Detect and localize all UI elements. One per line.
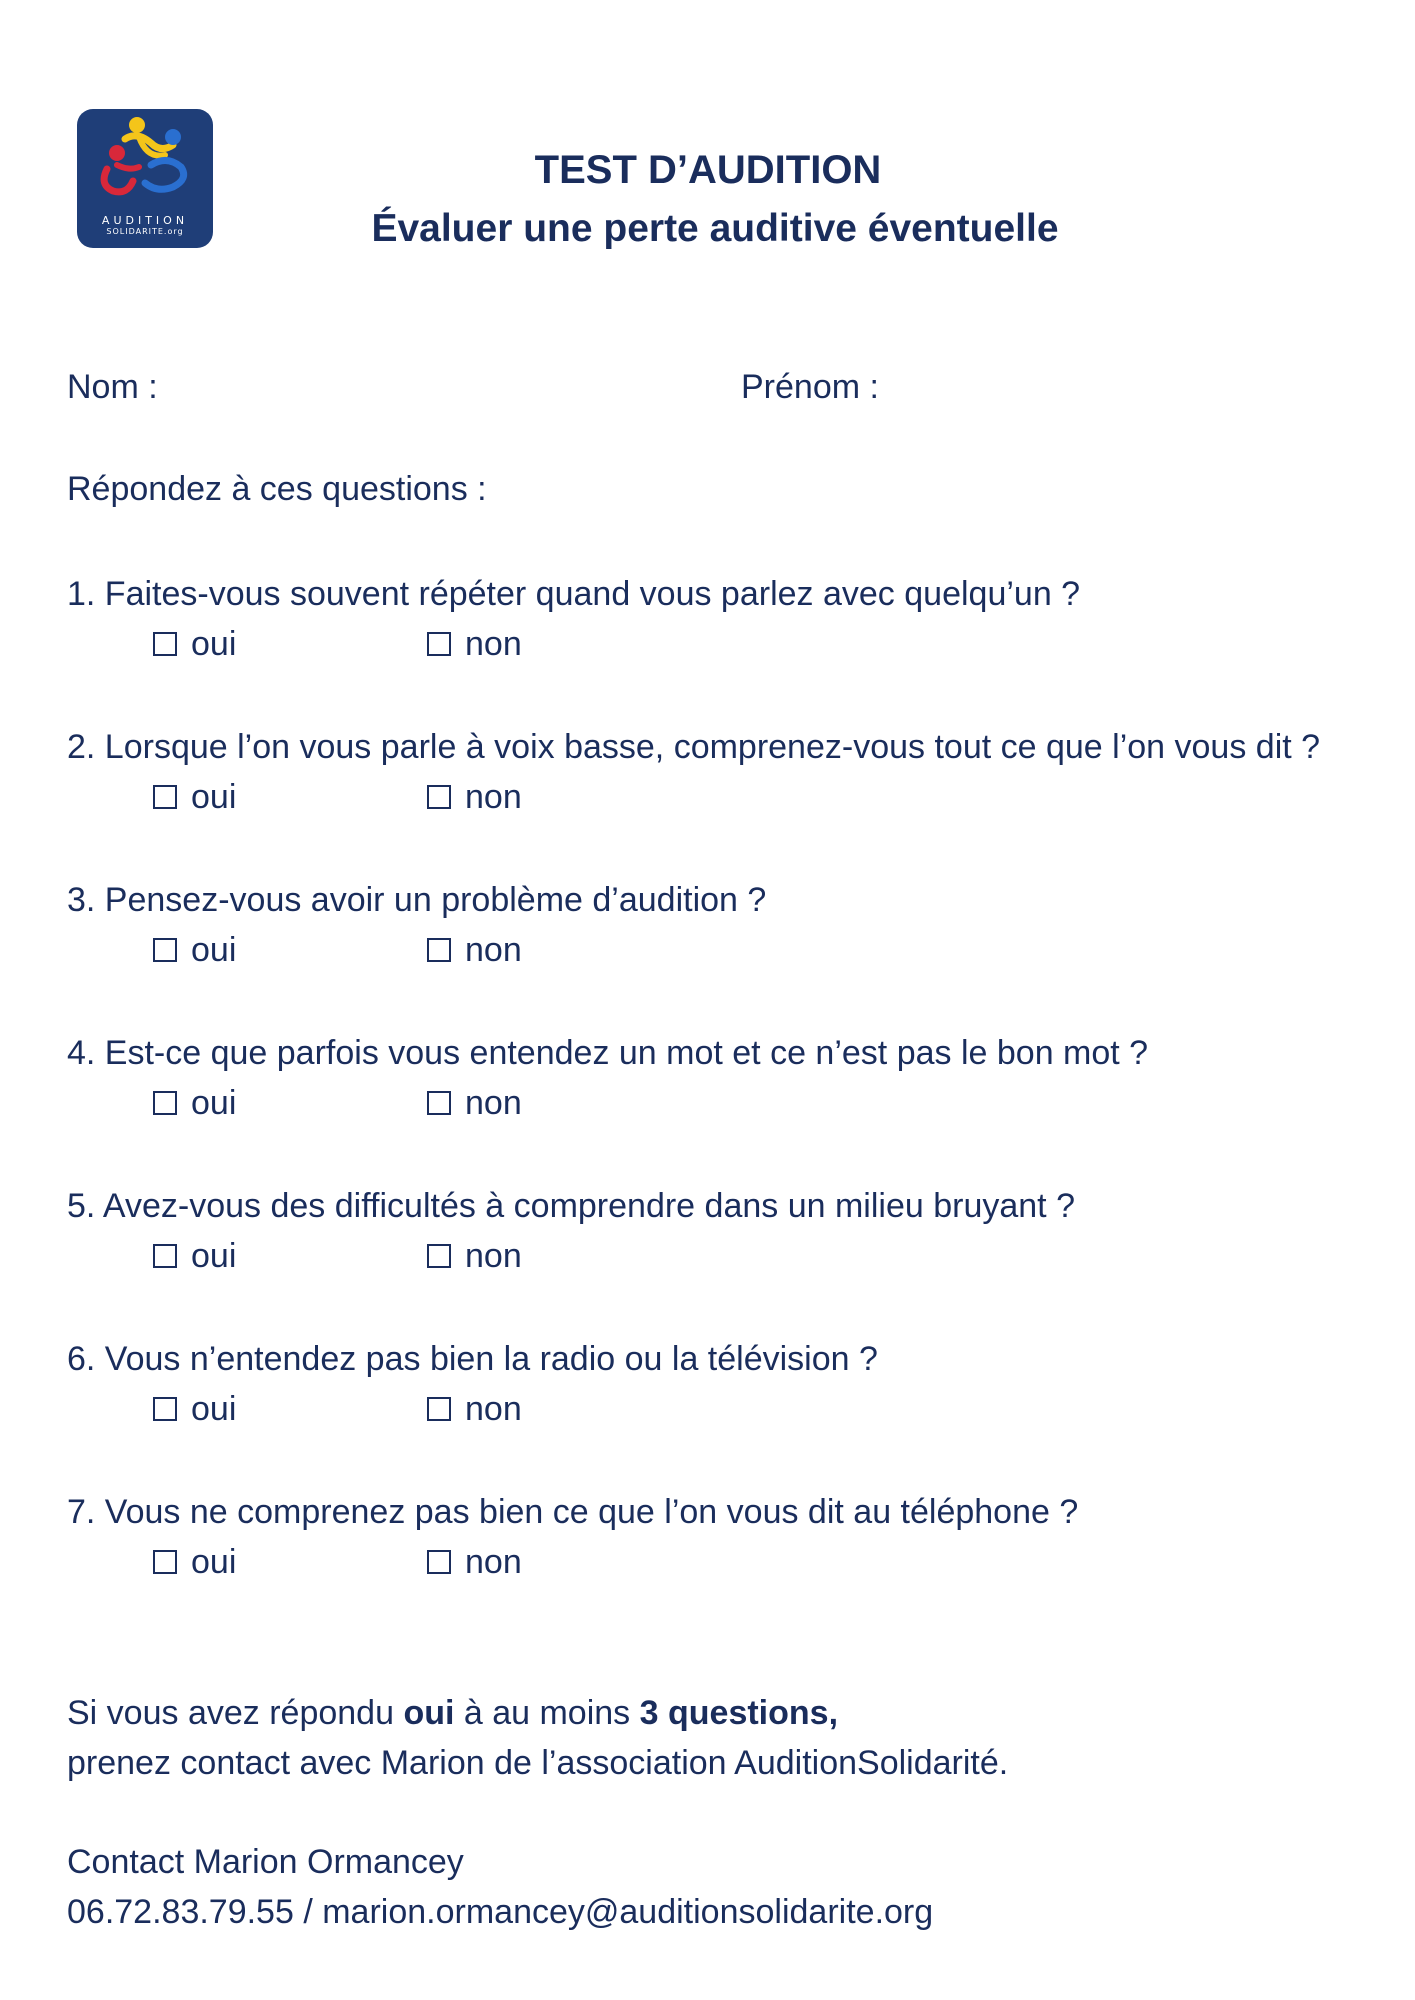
conclusion-bold-3-questions: 3 questions, xyxy=(639,1694,839,1732)
contact-separator: / xyxy=(293,1893,323,1931)
option-yes[interactable] xyxy=(153,930,236,970)
logo-figures-icon xyxy=(77,109,213,219)
option-yes[interactable] xyxy=(153,777,236,817)
option-no-label: non xyxy=(465,1543,522,1581)
checkbox-icon[interactable] xyxy=(153,785,177,809)
checkbox-icon[interactable] xyxy=(427,1550,451,1574)
option-yes-label: oui xyxy=(191,1390,237,1428)
option-no[interactable] xyxy=(427,930,522,970)
option-yes[interactable] xyxy=(153,1389,236,1429)
option-yes-label: oui xyxy=(191,778,237,816)
option-no[interactable] xyxy=(427,1389,522,1429)
checkbox-icon[interactable] xyxy=(427,1397,451,1421)
checkbox-icon[interactable] xyxy=(427,938,451,962)
contact-email[interactable]: marion.ormancey@auditionsolidarite.org xyxy=(322,1893,934,1931)
option-no-label: non xyxy=(465,1237,522,1275)
contact-block xyxy=(67,1837,933,1937)
option-yes-label: oui xyxy=(191,1237,237,1275)
checkbox-icon[interactable] xyxy=(153,1550,177,1574)
option-no[interactable] xyxy=(427,624,522,664)
option-no[interactable] xyxy=(427,1236,522,1276)
option-yes-label: oui xyxy=(191,1084,237,1122)
question-text: 7. Vous ne comprenez pas bien ce que l’on vous dit au téléphone ? xyxy=(67,1493,1079,1531)
option-yes-label: oui xyxy=(191,1543,237,1581)
conclusion-part2: à au moins xyxy=(454,1694,640,1732)
option-no[interactable] xyxy=(427,1083,522,1123)
question-2 xyxy=(67,727,1367,821)
question-6 xyxy=(67,1339,1367,1433)
conclusion-text xyxy=(67,1688,1008,1788)
question-options xyxy=(67,777,1367,821)
option-yes[interactable] xyxy=(153,1236,236,1276)
option-yes[interactable] xyxy=(153,624,236,664)
option-no-label: non xyxy=(465,625,522,663)
question-text: 6. Vous n’entendez pas bien la radio ou la télévision ? xyxy=(67,1340,878,1378)
question-text: 4. Est-ce que parfois vous entendez un mot et ce n’est pas le bon mot ? xyxy=(67,1034,1149,1072)
contact-phone[interactable]: 06.72.83.79.55 xyxy=(67,1893,294,1931)
option-no-label: non xyxy=(465,778,522,816)
question-text: 2. Lorsque l’on vous parle à voix basse, comprenez-vous tout ce que l’on vous dit ? xyxy=(67,728,1321,766)
checkbox-icon[interactable] xyxy=(427,1091,451,1115)
checkbox-icon[interactable] xyxy=(153,632,177,656)
question-3 xyxy=(67,880,1367,974)
option-yes[interactable] xyxy=(153,1542,236,1582)
question-5 xyxy=(67,1186,1367,1280)
question-options xyxy=(67,1083,1367,1127)
conclusion-line-2: prenez contact avec Marion de l’association AuditionSolidarité. xyxy=(67,1744,1009,1782)
question-text: 1. Faites-vous souvent répéter quand vous parlez avec quelqu’un ? xyxy=(67,575,1081,613)
question-4 xyxy=(67,1033,1367,1127)
question-text: 5. Avez-vous des difficultés à comprendre dans un milieu bruyant ? xyxy=(67,1187,1075,1225)
option-yes[interactable] xyxy=(153,1083,236,1123)
checkbox-icon[interactable] xyxy=(427,632,451,656)
option-no-label: non xyxy=(465,931,522,969)
checkbox-icon[interactable] xyxy=(427,785,451,809)
logo xyxy=(77,109,213,248)
question-text: 3. Pensez-vous avoir un problème d’audition ? xyxy=(67,881,767,919)
nom-field-label[interactable]: Nom : xyxy=(67,368,158,406)
page-title: TEST D’AUDITION xyxy=(534,148,882,192)
checkbox-icon[interactable] xyxy=(153,1091,177,1115)
checkbox-icon[interactable] xyxy=(153,1244,177,1268)
question-1 xyxy=(67,574,1367,668)
question-options xyxy=(67,1389,1367,1433)
question-options xyxy=(67,624,1367,668)
conclusion-part1: Si vous avez répondu xyxy=(67,1694,404,1732)
option-no[interactable] xyxy=(427,777,522,817)
logo-text-audition: AUDITION xyxy=(101,214,189,227)
instruction-text: Répondez à ces questions : xyxy=(67,470,487,508)
checkbox-icon[interactable] xyxy=(153,1397,177,1421)
contact-name: Contact Marion Ormancey xyxy=(67,1843,464,1881)
conclusion-line-1 xyxy=(67,1688,1008,1738)
option-no-label: non xyxy=(465,1390,522,1428)
checkbox-icon[interactable] xyxy=(153,938,177,962)
question-options xyxy=(67,1236,1367,1280)
page-subtitle: Évaluer une perte auditive éventuelle xyxy=(371,207,1059,250)
option-no[interactable] xyxy=(427,1542,522,1582)
contact-details xyxy=(67,1887,933,1937)
question-7 xyxy=(67,1492,1367,1586)
conclusion-bold-oui: oui xyxy=(403,1694,455,1732)
logo-text-solidarite: SOLIDARITE.org xyxy=(106,227,184,236)
option-yes-label: oui xyxy=(191,625,237,663)
prenom-field-label[interactable]: Prénom : xyxy=(741,368,879,406)
question-options xyxy=(67,930,1367,974)
option-yes-label: oui xyxy=(191,931,237,969)
question-options xyxy=(67,1542,1367,1586)
option-no-label: non xyxy=(465,1084,522,1122)
checkbox-icon[interactable] xyxy=(427,1244,451,1268)
